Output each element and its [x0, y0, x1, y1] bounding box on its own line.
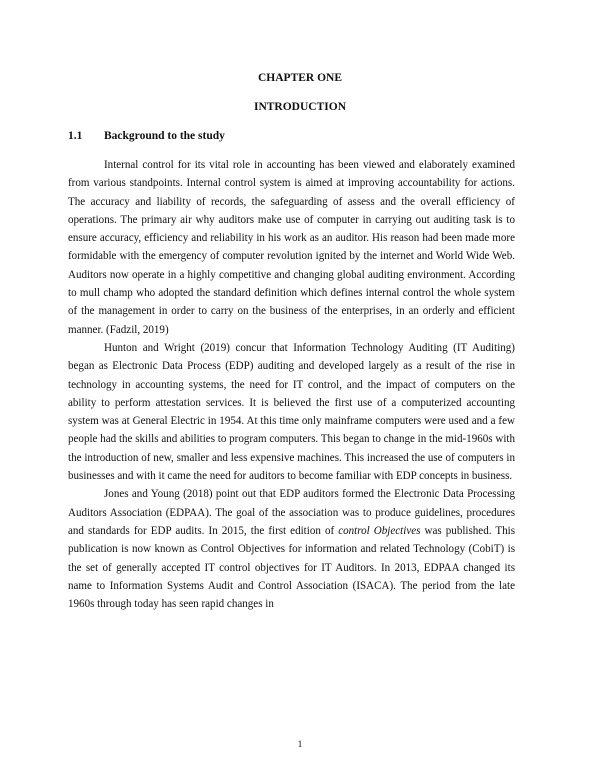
paragraph-2: Hunton and Wright (2019) concur that Information Technology Auditing (IT Auditing) began as Electronic Data Process (EDP) auditing and developed largely as a result of the rise in technology in accounting systems, the need for IT control, and the impact of computers on the ability to perform attestation services. It is believed the first use of a computerized accounting system was at General Electric in 1954. At this time only mainframe computers were used and a few people had the skills and abilities to program computers. This began to change in the mid-1960s with the introduction of new, smaller and less expensive machines. This increased the use of computers in businesses and with it came the need for auditors to become familiar with EDP concepts in business.: [68, 341, 515, 483]
section-number: 1.1: [68, 130, 83, 142]
italic-title: control Objectives: [338, 524, 421, 537]
chapter-subtitle: INTRODUCTION: [253, 101, 346, 113]
body-text: [68, 156, 515, 613]
paragraph-3: [68, 485, 515, 613]
section-title: Background to the study: [104, 130, 225, 142]
paragraph-1: Internal control for its vital role in accounting has been viewed and elaborately examined from various standpoints. Internal control system is aimed at improving accountability for actions. The accuracy and liability of records, the safeguarding of assess and the overall efficiency of operations. The primary air why auditors make use of computer in carrying out auditing task is to ensure accuracy, efficiency and reliability in his work as an auditor. His reason had been made more formidable with the emergency of computer revolution ignited by the internet and World Wide Web. Auditors now operate in a highly competitive and changing global auditing environment. According to mull champ who adopted the standard definition which defines internal control the whole system of the management in order to carry on the business of the enterprises, in an orderly and efficient manner. (Fadzil, 2019): [68, 159, 515, 336]
section-heading: [68, 130, 225, 142]
chapter-title: CHAPTER ONE: [257, 72, 343, 84]
paragraph-3-text-end: was published. This publication is now known as Control Objectives for information and related Technology (CobiT) is the set of generally accepted IT control objectives for IT Auditors. In 2013, EDPAA changed its name to Information Systems Audit and Control Association (ISACA). The period from the late 1960s through today has seen rapid changes in: [68, 524, 516, 611]
paragraph-3-text-start: Jones and Young (2018) point out that EDP auditors formed the Electronic Data Processing Auditors Association (EDPAA). The goal of the association was to produce guidelines, procedures and standards for EDP audits. In 2015, the first edition of: [68, 488, 515, 537]
page-number: 1: [297, 740, 303, 750]
